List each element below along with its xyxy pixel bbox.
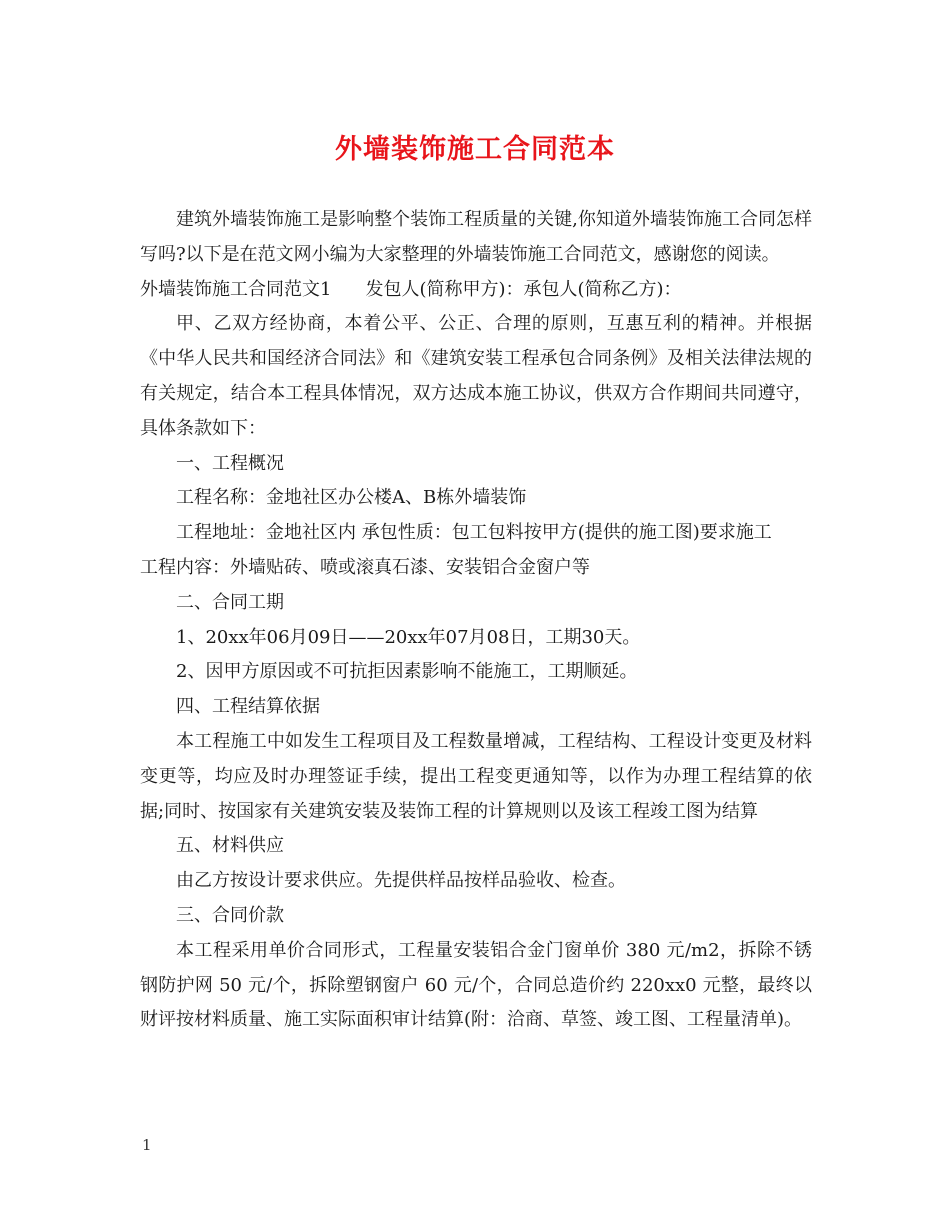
price-paragraph: 本工程采用单价合同形式，工程量安装铝合金门窗单价 380 元/m2，拆除不锈钢防护网 50 元/个，拆除塑钢窗户 60 元/个，合同总造价约 220xx0 元整，最终以财评按材料质量、施工实际面积审计结算(附：洽商、草签、竣工图、工程量清单)。: [140, 939, 812, 1031]
sample-heading: 外墙装饰施工合同范文1: [140, 278, 332, 300]
document-body: [140, 203, 812, 1038]
term-item-2: 2、因甲方原因或不可抗拒因素影响不能施工，工期顺延。: [176, 661, 638, 683]
project-name: 工程名称：金地社区办公楼A、B栋外墙装饰: [176, 487, 527, 509]
parties-line: 发包人(简称甲方)：承包人(简称乙方)：: [365, 278, 682, 300]
intro-paragraph: 建筑外墙装饰施工是影响整个装饰工程质量的关键,你知道外墙装饰施工合同怎样写吗?以下是在范文网小编为大家整理的外墙装饰施工合同范文，感谢您的阅读。: [140, 209, 812, 265]
project-content: 工程内容：外墙贴砖、喷或滚真石漆、安装铝合金窗户等: [140, 556, 590, 578]
term-item-1: 1、20xx年06月09日——20xx年07月08日，工期30天。: [176, 626, 641, 648]
document-title: 外墙装饰施工合同范本: [335, 134, 615, 165]
settlement-paragraph: 本工程施工中如发生工程项目及工程数量增减，工程结构、工程设计变更及材料变更等，均应及时办理签证手续，提出工程变更通知等，以作为办理工程结算的依据;同时、按国家有关建筑安装及装饰工程的计算规则以及该工程竣工图为结算: [140, 730, 812, 822]
section-heading-overview: 一、工程概况: [176, 452, 284, 474]
project-address: 工程地址：金地社区内 承包性质：包工包料按甲方(提供的施工图)要求施工: [176, 522, 772, 544]
sample-heading-line: [140, 273, 812, 308]
section-heading-materials: 五、材料供应: [176, 835, 284, 857]
preamble-paragraph: 甲、乙双方经协商，本着公平、公正、合理的原则，互惠互利的精神。并根据《中华人民共和国经济合同法》和《建筑安装工程承包合同条例》及相关法律法规的有关规定，结合本工程具体情况，双方达成本施工协议，供双方合作期间共同遵守，具体条款如下：: [140, 313, 812, 439]
materials-paragraph: 由乙方按设计要求供应。先提供样品按样品验收、检查。: [176, 870, 626, 892]
section-heading-term: 二、合同工期: [176, 591, 284, 613]
page-number: 1: [142, 1136, 152, 1154]
section-heading-price: 三、合同价款: [176, 904, 284, 926]
section-heading-settlement: 四、工程结算依据: [176, 696, 320, 718]
